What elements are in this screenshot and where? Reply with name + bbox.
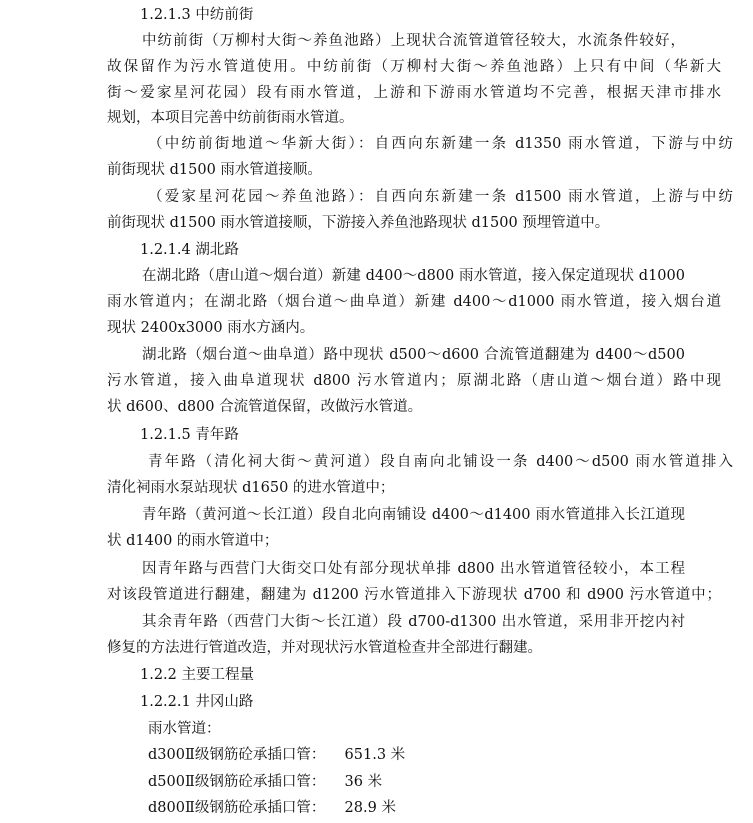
paragraph-line: 前街现状 d1500 雨水管道接顺。 — [107, 162, 322, 178]
paragraph-line: 其余青年路（西营门大街～长江道）段 d700-d1300 出水管道，采用非开挖内衬 — [142, 614, 685, 630]
quantity-label: d300Ⅱ级钢筋砼承插口管： — [148, 747, 326, 763]
paragraph-line: 街～爱家星河花园）段有雨水管道，上游和下游雨水管道均不完善，根据天津市排水 — [107, 85, 721, 101]
quantity-value: 36 米 — [344, 774, 383, 790]
quantity-label: d800Ⅱ级钢筋砼承插口管： — [148, 800, 326, 816]
section-heading-qingnian: 1.2.1.5 青年路 — [140, 427, 239, 443]
subsection-heading-jinggangshan: 1.2.2.1 井冈山路 — [140, 694, 254, 710]
quantity-item — [148, 798, 396, 818]
paragraph-line: 修复的方法进行管道改造，并对现状污水管道检查井全部进行翻建。 — [107, 640, 542, 656]
paragraph-line: 青年路（清化祠大街～黄河道）段自南向北铺设一条 d400～d500 雨水管道排入 — [148, 454, 733, 470]
paragraph-line: 规划，本项目完善中纺前街雨水管道。 — [107, 110, 354, 126]
paragraph-line: 现状 2400x3000 雨水方涵内。 — [107, 320, 315, 336]
paragraph-line: 青年路（黄河道～长江道）段自北向南铺设 d400～d1400 雨水管道排入长江道现 — [142, 507, 685, 523]
paragraph-line: 中纺前街（万柳村大街～养鱼池路）上现状合流管道管径较大，水流条件较好， — [142, 33, 685, 49]
paragraph-line: （爱家星河花园～养鱼池路）：自西向东新建一条 d1500 雨水管道，上游与中纺 — [148, 189, 733, 205]
paragraph-line: 雨水管道内；在湖北路（烟台道～曲阜道）新建 d400～d1000 雨水管道，接入烟台道 — [107, 294, 721, 310]
paragraph-line: 因青年路与西营门大街交口处有部分现状单排 d800 出水管道管径较小，本工程 — [142, 561, 685, 577]
paragraph-line: （中纺前街地道～华新大街）：自西向东新建一条 d1350 雨水管道，下游与中纺 — [148, 136, 733, 152]
section-heading-zhongfang: 1.2.1.3 中纺前街 — [140, 7, 254, 23]
quantity-value: 28.9 米 — [344, 800, 396, 816]
paragraph-line: 在湖北路（唐山道～烟台道）新建 d400～d800 雨水管道，接入保定道现状 d1000 — [142, 268, 685, 284]
paragraph-line: 湖北路（烟台道～曲阜道）路中现状 d500～d600 合流管道翻建为 d400～d500 — [142, 347, 685, 363]
quantity-item — [148, 745, 405, 765]
paragraph-line: 污水管道，接入曲阜道现状 d800 污水管道内；原湖北路（唐山道～烟台道）路中现 — [107, 373, 721, 389]
quantity-item — [148, 772, 382, 792]
paragraph-line: 对该段管道进行翻建，翻建为 d1200 污水管道排入下游现状 d700 和 d900 污水管道中； — [107, 587, 721, 603]
paragraph-line: 状 d1400 的雨水管道中； — [107, 533, 279, 549]
quantity-label: d500Ⅱ级钢筋砼承插口管： — [148, 774, 326, 790]
category-label: 雨水管道： — [148, 721, 221, 737]
paragraph-line: 状 d600、d800 合流管道保留，改做污水管道。 — [107, 399, 423, 415]
paragraph-line: 前街现状 d1500 雨水管道接顺，下游接入养鱼池路现状 d1500 预埋管道中。 — [107, 215, 610, 231]
paragraph-line: 清化祠雨水泵站现状 d1650 的进水管道中； — [107, 480, 395, 496]
quantity-value: 651.3 米 — [344, 747, 406, 763]
section-heading-quantities: 1.2.2 主要工程量 — [140, 667, 255, 683]
paragraph-line: 故保留作为污水管道使用。中纺前街（万柳村大街～养鱼池路）上只有中间（华新大 — [107, 59, 721, 75]
section-heading-hubei: 1.2.1.4 湖北路 — [140, 242, 239, 258]
